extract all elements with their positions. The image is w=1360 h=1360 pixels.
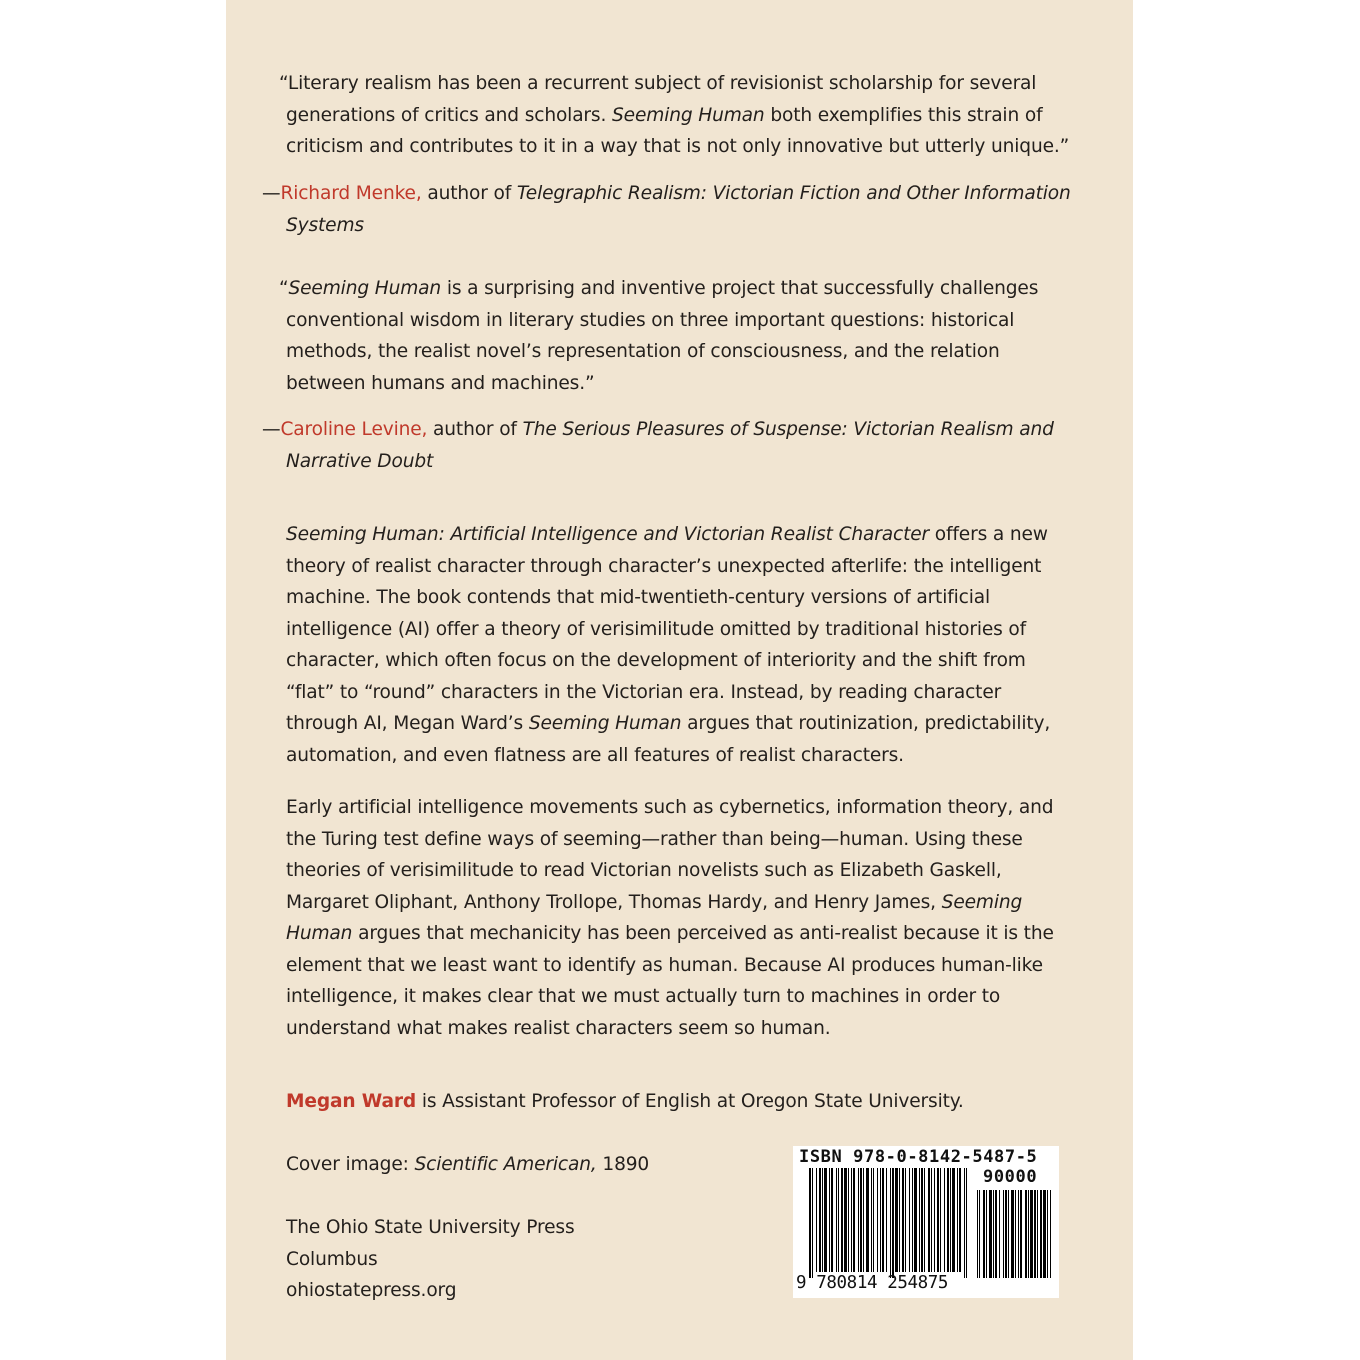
barcode-bar [853, 1168, 855, 1272]
barcode-bar [809, 1168, 811, 1278]
attribution-dash: — [262, 419, 281, 440]
attribution-name: Richard Menke, [280, 183, 422, 204]
barcode-bar [966, 1168, 967, 1278]
addon-bar [1005, 1190, 1007, 1278]
text-run: offers a new theory of realist character through character’s unexpected afterlife: the intelligent machine. The book contends that mid-twentieth-century versions of artificial intelligence (AI) offer a theory of verisimilitude omitted by traditional histories of character, which often focus on the development of interiority and the shift from “flat” to “round” characters in the Victorian era. Instead, by reading character through AI, Megan Ward’s [286, 524, 1048, 734]
blurb-attribution-1 [262, 178, 1076, 241]
barcode-bar [902, 1168, 904, 1272]
barcode-bar [890, 1168, 891, 1278]
italic-text: Seeming Human [288, 278, 442, 299]
cover-credit-source: Scientific American, [414, 1154, 597, 1175]
author-bio [286, 1086, 1076, 1118]
addon-bar [993, 1190, 994, 1278]
addon-bar [1008, 1190, 1009, 1278]
barcode-bar [844, 1168, 847, 1272]
barcode-bar [957, 1168, 958, 1272]
italic-text: Seeming Human [528, 713, 682, 734]
barcode-bar [819, 1168, 821, 1272]
addon-bar [977, 1190, 978, 1278]
addon-bar [989, 1190, 992, 1278]
cover-credit-label: Cover image: [286, 1154, 415, 1175]
addon-bar [999, 1190, 1000, 1278]
addon-bar [986, 1190, 987, 1278]
author-name: Megan Ward [286, 1091, 417, 1112]
attribution-name: Caroline Levine, [280, 419, 428, 440]
barcode-bar [928, 1168, 930, 1272]
addon-bar [1018, 1190, 1019, 1278]
publisher-name: The Ohio State University Press [286, 1217, 575, 1238]
barcode-bar [912, 1168, 913, 1272]
barcode-bar [831, 1168, 833, 1272]
barcode-bar [931, 1168, 932, 1272]
text-run: “ [279, 278, 289, 299]
barcode-bar [952, 1168, 955, 1272]
barcode-bar [841, 1168, 843, 1272]
addon-bar [1040, 1190, 1042, 1278]
barcode-bar [858, 1168, 859, 1272]
author-bio-text: is Assistant Professor of English at Oregon State University. [416, 1091, 964, 1112]
addon-bar [1015, 1190, 1016, 1278]
barcode-bar [877, 1168, 878, 1272]
barcode-bar [824, 1168, 827, 1272]
text-run: argues that mechanicity has been perceived as anti-realist because it is the element that we least want to identify as human. Because AI produces human-like intelligence, it makes clear that we must actually turn to machines in order to understand what makes realist characters seem so human. [286, 923, 1054, 1039]
text-run: is a surprising and inventive project that successfully challenges conventional wisdom in literary studies on three important questions: historical methods, the realist novel’s representation of consciousness, and the relation between humans and machines.” [286, 278, 1039, 394]
italic-text: Seeming Human: Artificial Intelligence and Victorian Realist Character [286, 524, 930, 545]
attribution-middle: author of [427, 419, 523, 440]
barcode-bar [836, 1168, 837, 1272]
barcode-bar [940, 1168, 941, 1272]
description-paragraph-1 [286, 519, 1076, 771]
addon-bar [1047, 1190, 1048, 1278]
addon-bar [1025, 1190, 1027, 1278]
addon-bar [1020, 1190, 1022, 1278]
addon-bar [1011, 1190, 1014, 1278]
text-run: argues that routinization, predictability, automation, and even flatness are all features of realist characters. [286, 713, 1051, 766]
barcode-bar [964, 1168, 965, 1278]
barcode-bar [899, 1168, 900, 1272]
italic-text: Seeming Human [612, 104, 765, 126]
addon-bar [983, 1190, 985, 1278]
publisher-city: Columbus [286, 1248, 378, 1270]
blurb-attribution-2 [262, 414, 1076, 477]
barcode-bar [863, 1168, 864, 1272]
blurb-quote-2 [279, 273, 1076, 399]
text-run: Early artificial intelligence movements such as cybernetics, information theory, and the Turing test define ways of seeming—rather than being—human. Using these theories of verisimilitude to read Victorian novelists such as Elizabeth Gaskell, Margaret Oliphant, Anthony Trollope, Thomas Hardy, and Henry James, [286, 797, 1054, 913]
cover-credit [286, 1149, 766, 1181]
addon-bar [1003, 1190, 1004, 1278]
addon-bar [1037, 1190, 1038, 1278]
italic-text: Seeming Human [286, 891, 1023, 944]
barcode-bar [947, 1168, 949, 1272]
attribution-dash: — [262, 183, 281, 204]
publisher-block [286, 1212, 686, 1307]
barcode-bar [905, 1168, 906, 1272]
blurb-quote-1 [279, 68, 1076, 163]
barcode-bar [882, 1168, 884, 1272]
barcode-addon-number: 90000 [983, 1167, 1038, 1187]
barcode-bar [829, 1168, 830, 1272]
addon-bar [1030, 1190, 1033, 1278]
barcode-bar [950, 1168, 951, 1272]
addon-bar [1034, 1190, 1036, 1278]
attribution-work: The Serious Pleasures of Suspense: Victorian Realism and Narrative Doubt [286, 419, 1054, 472]
attribution-work: Telegraphic Realism: Victorian Fiction and Other Information Systems [286, 183, 1071, 236]
addon-bar [979, 1190, 980, 1278]
addon-bar [1043, 1190, 1046, 1278]
barcode-bar [860, 1168, 862, 1272]
attribution-middle: author of [421, 183, 517, 204]
barcode-bar [919, 1168, 920, 1272]
description-paragraph-2 [286, 792, 1076, 1044]
barcode-bar [944, 1168, 945, 1272]
barcode-bar [848, 1168, 849, 1272]
barcode-bar [816, 1168, 817, 1272]
addon-bar [1050, 1190, 1051, 1278]
text-run: both exemplifies this strain of criticism and contributes to it in a way that is not only innovative but utterly unique.” [286, 104, 1070, 157]
isbn-barcode [793, 1146, 1059, 1298]
barcode-bar [921, 1168, 923, 1272]
barcode-bar [851, 1168, 852, 1272]
barcode-bar [873, 1168, 874, 1272]
barcode-digits: 9 780814 254875 [796, 1273, 949, 1293]
isbn-label: ISBN 978-0-8142-5487-5 [799, 1147, 1038, 1167]
addon-bar [995, 1190, 997, 1278]
text-run: “Literary realism has been a recurrent subject of revisionist scholarship for several generations of critics and scholars. [279, 73, 1037, 126]
cover-credit-year: 1890 [596, 1154, 650, 1175]
barcode-bar [886, 1168, 887, 1272]
barcode-bar [924, 1168, 925, 1272]
publisher-website: ohiostatepress.org [286, 1280, 457, 1301]
barcode-bar [895, 1168, 898, 1272]
barcode-bar [909, 1168, 910, 1272]
barcode-bar [914, 1168, 917, 1272]
barcode-bar [934, 1168, 935, 1272]
barcode-bar [871, 1168, 872, 1272]
barcode-bar [838, 1168, 839, 1272]
barcode-bar [959, 1168, 961, 1272]
barcode-bar [822, 1168, 823, 1272]
barcode-bar [880, 1168, 881, 1272]
addon-bar [1028, 1190, 1029, 1278]
back-cover [226, 0, 1133, 1360]
barcode-bar [892, 1168, 894, 1278]
barcode-bar [812, 1168, 813, 1278]
barcode-bar [866, 1168, 869, 1272]
barcode-bar [937, 1168, 939, 1272]
